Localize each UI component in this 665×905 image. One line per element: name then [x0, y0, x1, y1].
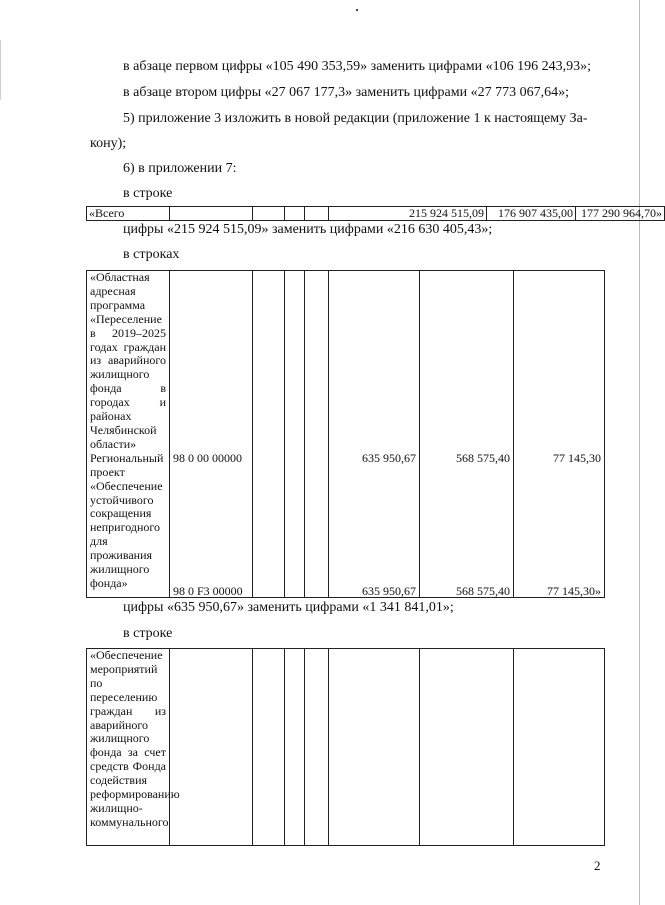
scan-right-edge: [639, 0, 640, 905]
program-name: «Областная адресная программа «Переселение в 2019–2025 годах граждан из аварийного жилищного фонда в городах и районах Челябинской области»: [90, 270, 166, 451]
project-name: Региональный проект «Обеспечение устойчивого сокращения непригодного для проживания жилищного фонда»: [90, 450, 164, 590]
project-value-2: 568 575,40: [456, 584, 510, 598]
project-code: 98 0 F3 00000: [173, 584, 243, 598]
scan-dot: [356, 9, 358, 11]
paragraph-item6: 6) в приложении 7:: [123, 161, 237, 176]
value-cell-2: 176 907 435,00: [487, 207, 576, 221]
label-in-rows: в строках: [123, 247, 180, 262]
project-value-3: 77 145,30»: [547, 584, 601, 598]
program-name-cell: [87, 271, 170, 598]
label-in-row-2: в строке: [123, 626, 173, 641]
measures-name-cell: [87, 648, 180, 846]
code-cell: [170, 271, 253, 598]
replace-instruction-1: цифры «215 924 515,09» заменить цифрами «216 630 405,43»;: [123, 222, 493, 237]
measures-name: «Обеспечение мероприятий по переселению граждан из аварийного жилищного фонда за счет средств Фонда содействия реформированию жилищно-коммунального: [90, 648, 180, 829]
value-cell-2: [420, 271, 514, 598]
program-code: 98 0 00 00000: [173, 451, 242, 465]
program-value-3: 77 145,30: [553, 451, 601, 465]
paragraph-item5-line1: 5) приложение 3 изложить в новой редакции (приложение 1 к настоящему За-: [123, 111, 588, 126]
table-program-rows: [86, 270, 605, 598]
table-total-row: [86, 206, 665, 221]
paragraph-second-abzac: в абзаце втором цифры «27 067 177,3» заменить цифрами «27 773 067,64»;: [123, 85, 569, 100]
paragraph-item5-line2: кону);: [90, 136, 127, 151]
value-cell-1: 215 924 515,09: [329, 207, 487, 221]
scan-edge-mark: [0, 40, 1, 100]
program-value-1: 635 950,67: [362, 451, 416, 465]
value-cell-3: [514, 271, 605, 598]
table-row: [87, 207, 665, 221]
project-value-1: 635 950,67: [362, 584, 416, 598]
table-row: [87, 271, 605, 598]
row-name-cell: «Всего: [87, 207, 170, 221]
label-in-row-1: в строке: [123, 186, 173, 201]
paragraph-first-abzac: в абзаце первом цифры «105 490 353,59» заменить цифрами «106 196 243,93»;: [123, 59, 591, 74]
replace-instruction-2: цифры «635 950,67» заменить цифрами «1 341 841,01»;: [123, 600, 454, 615]
table-measures-row: [86, 648, 605, 846]
table-row: [87, 649, 605, 846]
value-cell-1: [329, 271, 420, 598]
page-number: 2: [594, 858, 601, 873]
value-cell-3: 177 290 964,70»: [576, 207, 665, 221]
program-value-2: 568 575,40: [456, 451, 510, 465]
